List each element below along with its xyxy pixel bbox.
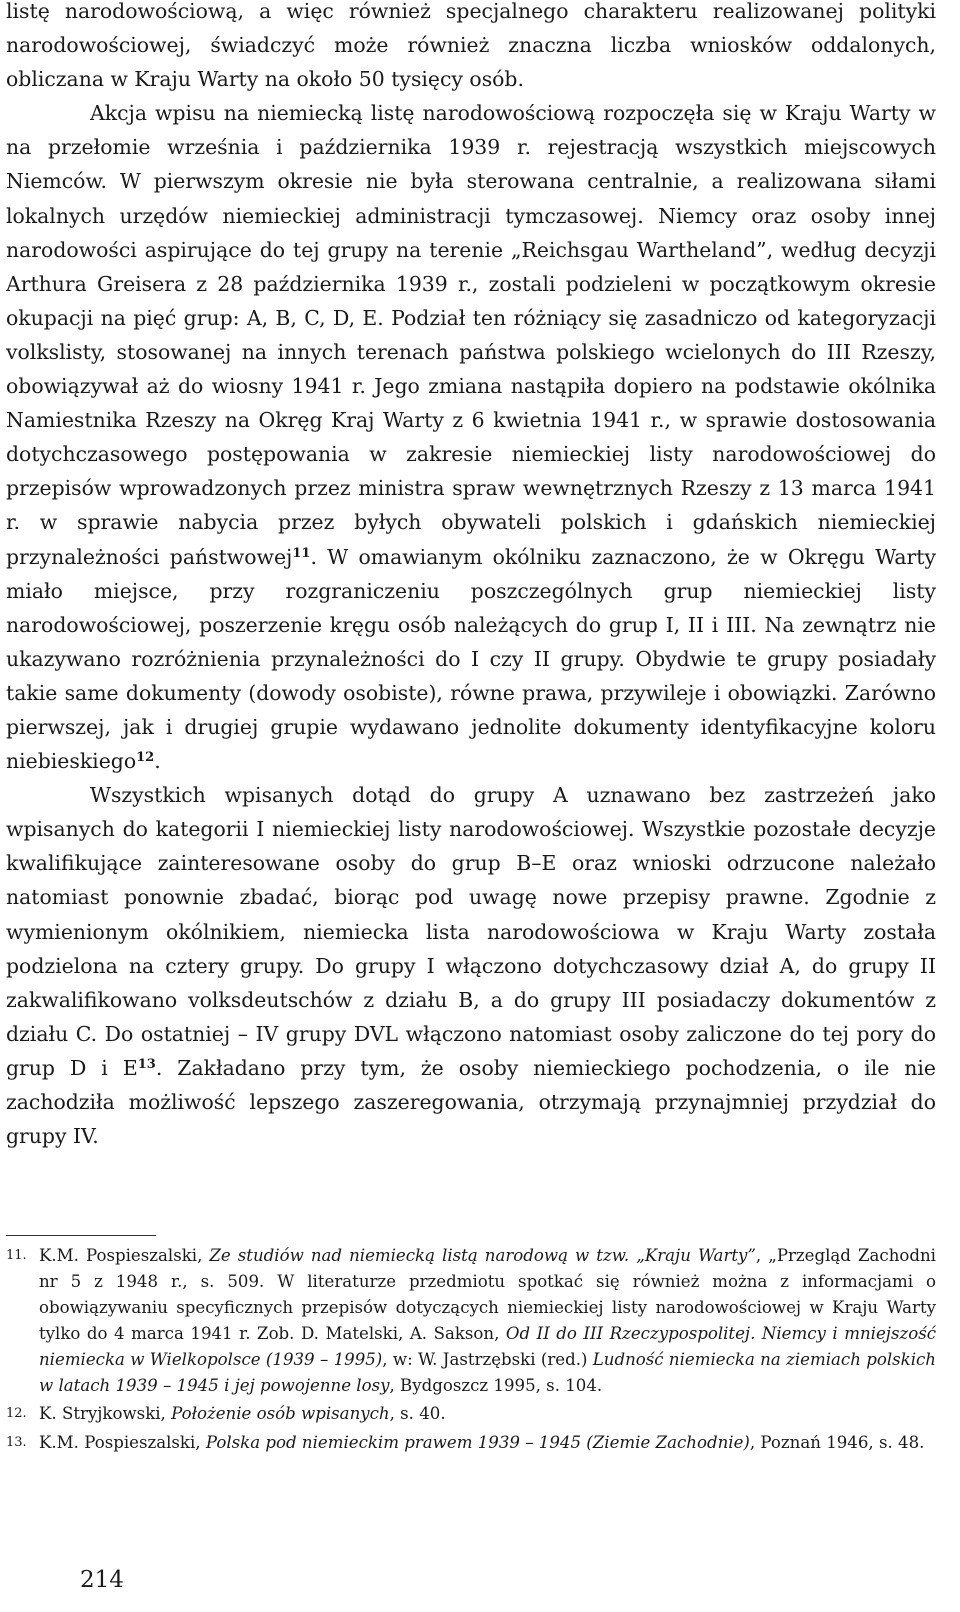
paragraph-3: [6, 778, 936, 1153]
footnote-title: Ludność niemiecka na ziemiach polskich w latach 1939 – 1945 i jej powojenne losy: [39, 1349, 936, 1395]
footnote-number: 12.: [6, 1406, 27, 1422]
footnote-number: 13.: [6, 1435, 27, 1451]
footnote-ref-11[interactable]: 11: [292, 545, 311, 561]
footnote-title: Ze studiów nad niemiecką listą narodową w tzw. „Kraju Warty”: [209, 1246, 756, 1265]
paragraph-1: [6, 0, 936, 96]
footnote-text: , Poznań 1946, s. 48.: [749, 1433, 925, 1453]
footnote-12: [6, 1401, 936, 1427]
footnote-text: , Bydgoszcz 1995, s. 104.: [389, 1375, 603, 1395]
paragraph-text: listę narodowościową, a więc również specjalnego charakteru realizowanej polityki narodowościowej, świadczyć może również znaczna liczba wniosków oddalonych, obliczana w Kraju Warty na około 50 tysięcy osób.: [6, 0, 936, 92]
paragraph-text: .: [154, 749, 161, 774]
footnotes: [6, 1243, 936, 1456]
footnote-text: , „Przegląd Zachodni nr 5 z 1948 r., s. 509. W literaturze przedmiotu spotkać się również można z informacjami o obowiązywaniu specyficznych przepisów dotyczących niemieckiej listy narodowościowej w Kraju Warty tylko do 4 marca 1941 r. Zob. D. Matelski, A. Sakson,: [39, 1246, 936, 1343]
footnote-divider: [6, 1235, 156, 1236]
footnote-title: Położenie osób wpisanych: [171, 1404, 390, 1424]
footnote-text: K. Stryjkowski,: [39, 1404, 172, 1424]
footnote-11: [6, 1243, 936, 1398]
paragraph-text: . W omawianym okólniku zaznaczono, że w Okręgu Warty miało miejsce, przy rozgraniczeniu poszczególnych grup niemieckiej listy narodowościowej, poszerzenie kręgu osób należących do grup I, II i III. Na zewnątrz nie ukazywano rozróżnienia przynależności do I czy II grupy. Obydwie te grupy posiadały takie same dokumenty (dowody osobiste), równe prawa, przywileje i obowiązki. Zarówno pierwszej, jak i drugiej grupie wydawano jednolite dokumenty identyfikacyjne koloru niebieskiego: [6, 544, 936, 774]
main-text: [6, 0, 936, 1153]
footnote-ref-12[interactable]: 12: [136, 750, 155, 766]
paragraph-text: . Zakładano przy tym, że osoby niemieckiego pochodzenia, o ile nie zachodziła możliwość lepszego zaszeregowania, otrzymają przynajmniej przydział do grupy IV.: [6, 1055, 936, 1149]
footnote-title: Polska pod niemieckim prawem 1939 – 1945 (Ziemie Zachodnie): [205, 1433, 750, 1453]
paragraph-2: [6, 96, 936, 778]
footnote-13: [6, 1430, 936, 1456]
footnote-title: Od II do III Rzeczypospolitej. Niemcy i mniejszość niemiecka w Wielkopolsce (1939 – 1995): [39, 1323, 937, 1369]
page-number: 214: [80, 1567, 124, 1593]
footnote-text: K.M. Pospieszalski,: [39, 1433, 206, 1453]
footnote-number: 11.: [6, 1248, 27, 1263]
footnote-text: , s. 40.: [389, 1404, 446, 1424]
footnote-text: , w: W. Jastrzębski (red.): [382, 1349, 593, 1369]
footnote-ref-13[interactable]: 13: [137, 1056, 156, 1072]
paragraph-text: Wszystkich wpisanych dotąd do grupy A uznawano bez zastrzeżeń jako wpisanych do kategorii I niemieckiej listy narodowościowej. Wszystkie pozostałe decyzje kwalifikujące zainteresowane osoby do grup B–E oraz wnioski odrzucone należało natomiast ponownie zbadać, biorąc pod uwagę nowe przepisy prawne. Zgodnie z wymienionym okólnikiem, niemiecka lista narodowościowa w Kraju Warty została podzielona na cztery grupy. Do grupy I włączono dotychczasowy dział A, do grupy II zakwalifikowano volksdeutschów z działu B, a do grupy III posiadaczy dokumentów z działu C. Do ostatniej – IV grupy DVL włączono natomiast osoby zaliczone do tej pory do grup D i E: [6, 783, 936, 1080]
footnote-text: K.M. Pospieszalski,: [39, 1246, 210, 1265]
paragraph-text: Akcja wpisu na niemiecką listę narodowościową rozpoczęła się w Kraju Warty w na przełomie września i października 1939 r. rejestracją wszystkich miejscowych Niemców. W pierwszym okresie nie była sterowana centralnie, a realizowana siłami lokalnych urzędów niemieckiej administracji tymczasowej. Niemcy oraz osoby innej narodowości aspirujące do tej grupy na terenie „Reichsgau Wartheland”, według decyzji Arthura Greisera z 28 października 1939 r., zostali podzieleni w początkowym okresie okupacji na pięć grup: A, B, C, D, E. Podział ten różniący się zasadniczo od kategoryzacji volkslisty, stosowanej na innych terenach państwa polskiego wcielonych do III Rzeszy, obowiązywał aż do wiosny 1941 r. Jego zmiana nastąpiła dopiero na podstawie okólnika Namiestnika Rzeszy na Okręg Kraj Warty z 6 kwietnia 1941 r., w sprawie dostosowania dotychczasowego postępowania w zakresie niemieckiej listy narodowościowej do przepisów wprowadzonych przez ministra spraw wewnętrznych Rzeszy z 13 marca 1941 r. w sprawie nabycia przez byłych obywateli polskich i gdańskich niemieckiej przynależności państwowej: [6, 101, 936, 569]
